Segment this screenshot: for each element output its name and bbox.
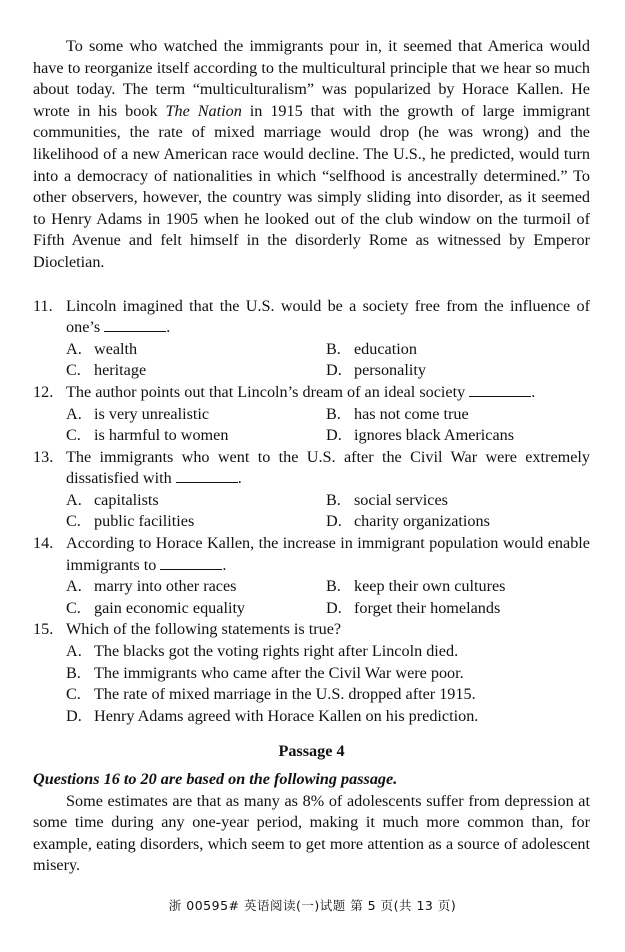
option-text: wealth [94,339,138,358]
option-letter: A. [66,404,82,423]
question-number: 14. [33,534,54,553]
question-stem: The author points out that Lincoln’s dream of an ideal society [66,382,466,401]
option-text: The immigrants who came after the Civil War were poor. [94,663,464,682]
option-letter: C. [66,426,81,445]
stem-end: . [222,555,227,574]
option-letter: B. [326,404,341,423]
passage3-text-b: in 1915 that with the growth of large immigrant communities, the rate of mixed marriage would drop (he was wrong) and the likelihood of a new American race would decline. The U.S., he predicted, would turn into a democracy of nationalities in which “selfhood is ancestrally determined.” To other observers, however, the country was simply sliding into disorder, as it seemed to Henry Adams in 1905 when he looked out of the club window on the turmoil of Fifth Avenue and felt himself in the disorderly Rome as witnessed by Emperor Diocletian. [33,101,590,271]
option-text: ignores black Americans [354,426,515,445]
stem-end: . [166,318,171,337]
option-text: is harmful to women [94,426,229,445]
option-text: is very unrealistic [94,404,210,423]
option-a [66,576,326,598]
option-text: capitalists [94,490,159,509]
option-letter: A. [66,490,82,509]
question-13 [33,447,590,533]
option-letter: A. [66,577,82,596]
option-text: has not come true [354,404,469,423]
option-b [326,576,586,598]
option-a [66,404,326,426]
option-letter: D. [66,706,82,725]
question-stem: The immigrants who went to the U.S. after the Civil War were extremely dissatisfied with [66,447,590,488]
option-letter: C. [66,512,81,531]
option-b [326,490,586,512]
option-c [66,511,326,533]
answer-blank [469,382,531,397]
option-text: marry into other races [94,577,237,596]
option-text: keep their own cultures [354,577,506,596]
page-content [33,36,590,877]
question-stem: According to Horace Kallen, the increase in immigrant population would enable immigrants to [66,534,590,574]
stem-end: . [531,382,536,401]
option-a [66,339,326,361]
option-a [66,641,590,663]
option-letter: A. [66,642,82,661]
option-text: The blacks got the voting rights right after Lincoln died. [94,642,459,661]
question-15 [33,619,590,727]
question-stem: Which of the following statements is true? [66,620,342,639]
option-letter: B. [66,663,81,682]
passage-instruction: Questions 16 to 20 are based on the following passage. [33,770,398,788]
option-b [66,663,590,685]
option-c [66,684,590,706]
stem-end: . [237,469,242,488]
option-d [326,511,586,533]
answer-blank [104,317,166,332]
option-text: charity organizations [354,512,490,531]
question-11 [33,296,590,382]
option-b [326,404,586,426]
option-letter: D. [326,598,342,617]
passage3-paragraph [33,36,590,274]
question-number: 12. [33,382,54,401]
option-text: gain economic equality [94,598,246,617]
option-c [66,360,326,382]
passage3-text-a: To some who watched the immigrants pour in, it seemed that America would have to reorganize itself according to the multicultural principle that we hear so much about today. The term “multiculturalism” was popularized by Horace Kallen. He wrote in his book [33,37,590,120]
option-letter: B. [326,490,341,509]
option-text: Henry Adams agreed with Horace Kallen on his prediction. [94,706,479,725]
option-a [66,490,326,512]
option-letter: D. [326,361,342,380]
question-number: 15. [33,620,54,639]
passage-title: Passage 4 [278,742,345,761]
question-number: 11. [33,296,53,315]
option-c [66,425,326,447]
option-text: social services [354,490,448,509]
passage4-paragraph: Some estimates are that as many as 8% of adolescents suffer from depression at some time during any one-year period, making it much more common than, for example, eating disorders, which seem to get more attention as a source of adolescent misery. [33,791,590,875]
question-12 [33,382,590,447]
option-text: personality [354,361,426,380]
option-letter: D. [326,426,342,445]
option-letter: C. [66,598,81,617]
option-d [326,360,586,382]
option-text: forget their homelands [354,598,501,617]
option-letter: D. [326,512,342,531]
option-text: The rate of mixed marriage in the U.S. dropped after 1915. [94,685,476,704]
answer-blank [160,555,222,570]
question-number: 13. [33,447,54,466]
question-14 [33,533,590,619]
option-letter: A. [66,339,82,358]
option-text: education [354,339,417,358]
option-letter: B. [326,339,341,358]
page-footer: 浙 00595# 英语阅读(一)试题 第 5 页(共 13 页) [168,898,457,913]
option-d [326,598,586,620]
option-letter: B. [326,577,341,596]
option-text: heritage [94,361,147,380]
option-c [66,598,326,620]
option-b [326,339,586,361]
option-d [66,706,590,728]
answer-blank [176,468,238,483]
question-stem: Lincoln imagined that the U.S. would be a society free from the influence of one’s [66,296,590,337]
book-title: The Nation [165,101,242,120]
option-d [326,425,586,447]
option-text: public facilities [94,512,195,531]
option-letter: C. [66,361,81,380]
option-letter: C. [66,685,81,704]
